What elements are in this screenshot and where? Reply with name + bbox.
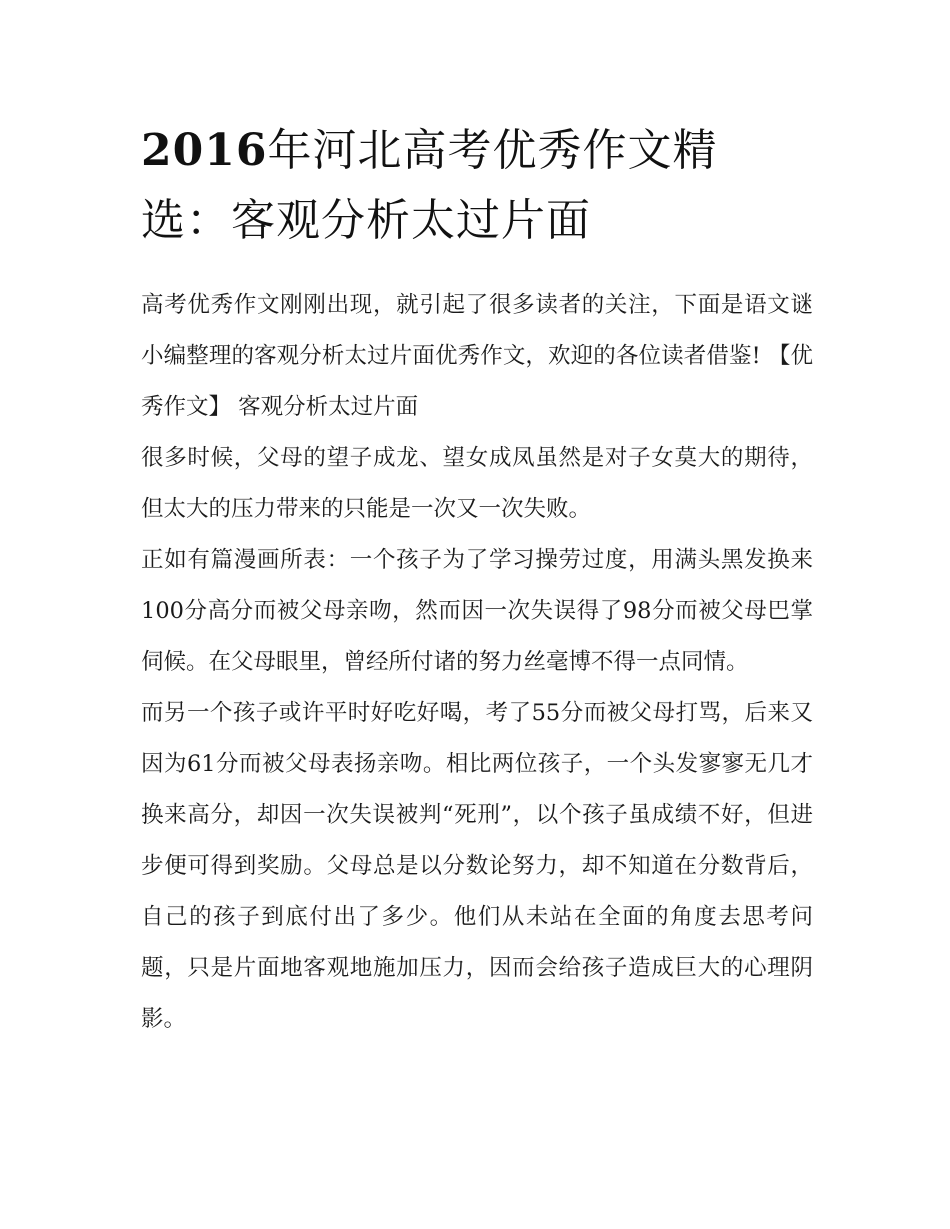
paragraph-cartoon: 正如有篇漫画所表：一个孩子为了学习操劳过度，用满头黑发换来100分高分而被父母亲吻，然而因一次失误得了98分而被父母巴掌伺候。在父母眼里，曾经所付诸的努力丝毫博不得一点同情。	[141, 547, 813, 675]
paragraph-intro: 高考优秀作文刚刚出现，就引起了很多读者的关注，下面是语文谜小编整理的客观分析太过片面优秀作文，欢迎的各位读者借鉴! 【优秀作文】 客观分析太过片面	[141, 292, 813, 420]
page-title	[141, 116, 813, 256]
article-body	[141, 280, 813, 1045]
title-line1-text: 年河北高考优秀作文精	[267, 125, 718, 176]
title-line2-text: 选：客观分析太过片面	[141, 195, 591, 246]
document-content	[141, 116, 813, 1045]
paragraph-comparison: 而另一个孩子或许平时好吃好喝，考了55分而被父母打骂，后来又因为61分而被父母表扬亲吻。相比两位孩子，一个头发寥寥无几才换来高分，却因一次失误被判“死刑”，以个孩子虽成绩不好，但进步便可得到奖励。父母总是以分数论努力，却不知道在分数背后，自己的孩子到底付出了多少。他们从未站在全面的角度去思考问题，只是片面地客观地施加压力，因而会给孩子造成巨大的心理阴影。	[141, 700, 813, 1032]
title-year: 2016	[141, 125, 268, 176]
paragraph-expectation: 很多时候，父母的望子成龙、望女成凤虽然是对子女莫大的期待，但太大的压力带来的只能是一次又一次失败。	[141, 445, 813, 522]
